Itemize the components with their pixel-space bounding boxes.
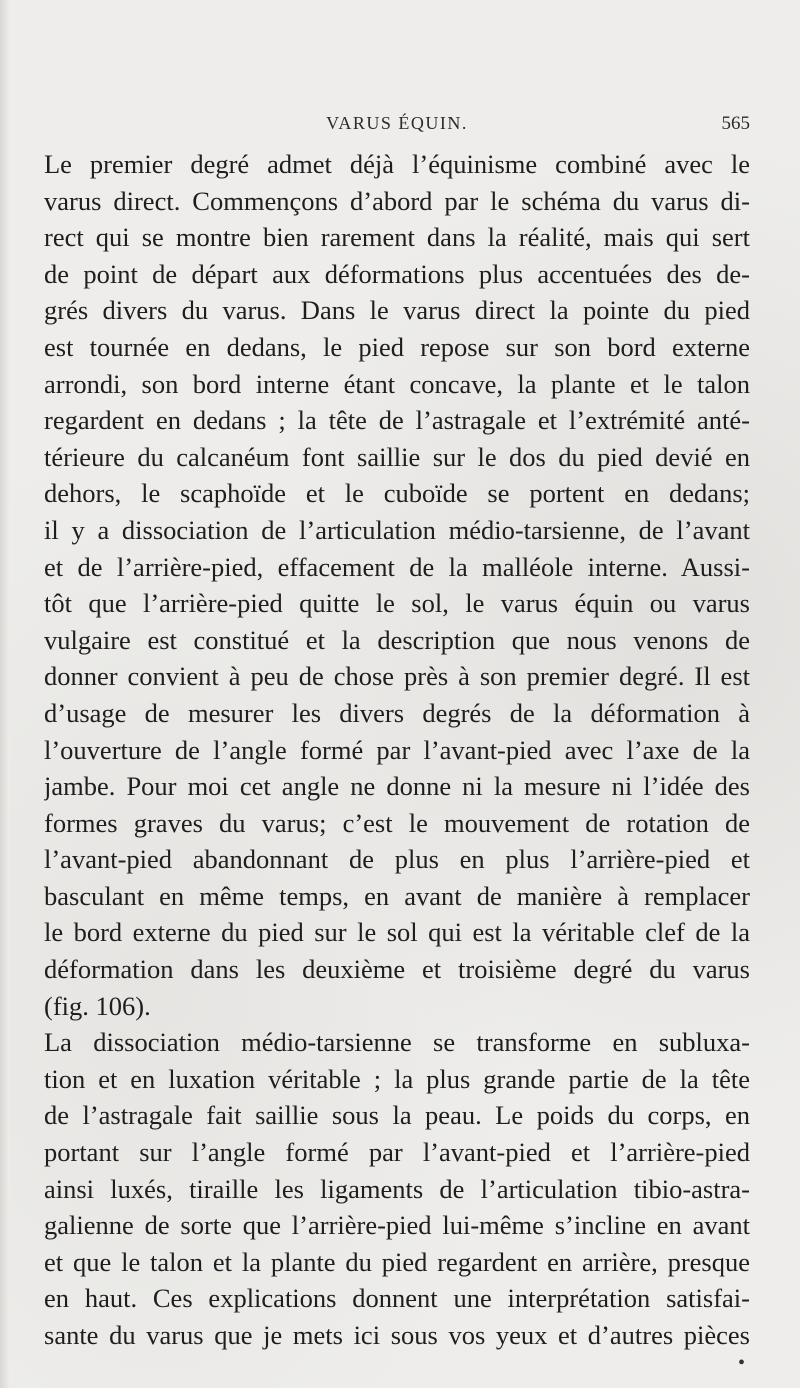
text-line: et de l’arrière-pied, effacement de la malléole interne. Aussi- xyxy=(44,551,750,582)
text-line: Le premier degré admet déjà l’équinisme combiné avec le xyxy=(44,149,750,179)
text-line: d’usage de mesurer les divers degrés de la déformation à xyxy=(44,697,750,728)
text-line: jambe. Pour moi cet angle ne donne ni la mesure ni l’idée des xyxy=(44,771,750,802)
text-line: est tournée en dedans, le pied repose sur son bord externe xyxy=(44,331,750,362)
text-line: sante du varus que je mets ici sous vos yeux et d’autres pièces xyxy=(44,1320,750,1350)
text-line: le bord externe du pied sur le sol qui est la véritable clef de la xyxy=(44,917,750,948)
text-line: varus direct. Commençons d’abord par le schéma du varus di- xyxy=(44,185,750,216)
text-line: (fig. 106). xyxy=(44,990,151,1021)
page-number: 565 xyxy=(721,113,750,134)
text-line: l’avant-pied abandonnant de plus en plus l’arrière-pied et xyxy=(44,844,750,875)
text-line: de l’astragale fait saillie sous la peau. Le poids du corps, en xyxy=(44,1100,750,1131)
running-title: VARUS ÉQUIN. xyxy=(326,113,468,133)
text-line: portant sur l’angle formé par l’avant-pied et l’arrière-pied xyxy=(44,1137,750,1168)
text-line: rect qui se montre bien rarement dans la réalité, mais qui sert xyxy=(44,222,750,253)
text-line: La dissociation médio-tarsienne se transforme en subluxa- xyxy=(44,1027,750,1058)
text-line: déformation dans les deuxième et troisième degré du varus xyxy=(44,954,750,985)
text-line: formes graves du varus; c’est le mouvement de rotation de xyxy=(44,807,750,838)
text-line: donner convient à peu de chose près à son premier degré. Il est xyxy=(44,661,750,692)
text-line: ainsi luxés, tiraille les ligaments de l’articulation tibio-astra- xyxy=(44,1173,750,1204)
text-line: térieure du calcanéum font saillie sur le dos du pied devié en xyxy=(44,441,750,472)
text-line: basculant en même temps, en avant de manière à remplacer xyxy=(44,880,750,911)
text-line: vulgaire est constitué et la description que nous venons de xyxy=(44,624,750,655)
text-line: arrondi, son bord interne étant concave, la plante et le talon xyxy=(44,368,750,399)
paragraph-2 xyxy=(44,1024,750,1353)
text-line: tion et en luxation véritable ; la plus grande partie de la tête xyxy=(44,1063,750,1094)
paragraph-1 xyxy=(44,146,750,1024)
text-line: dehors, le scaphoïde et le cuboïde se portent en dedans; xyxy=(44,478,750,509)
page-edge-shadow xyxy=(0,0,10,1388)
text-line: grés divers du varus. Dans le varus direct la pointe du pied xyxy=(44,295,750,326)
text-line: tôt que l’arrière-pied quitte le sol, le varus équin ou varus xyxy=(44,588,750,619)
text-line: il y a dissociation de l’articulation médio-tarsienne, de l’avant xyxy=(44,514,750,545)
text-line: en haut. Ces explications donnent une interprétation satisfai- xyxy=(44,1283,750,1314)
body-text xyxy=(44,146,750,1354)
running-header xyxy=(44,113,750,137)
text-line: de point de départ aux déformations plus accentuées des de- xyxy=(44,258,750,289)
text-line: et que le talon et la plante du pied regardent en arrière, presque xyxy=(44,1246,750,1277)
text-line: l’ouverture de l’angle formé par l’avant-pied avec l’axe de la xyxy=(44,734,750,765)
text-line: galienne de sorte que l’arrière-pied lui-même s’incline en avant xyxy=(44,1210,750,1241)
print-mark: • xyxy=(738,1352,746,1374)
text-line: regardent en dedans ; la tête de l’astragale et l’extrémité anté- xyxy=(44,405,750,436)
